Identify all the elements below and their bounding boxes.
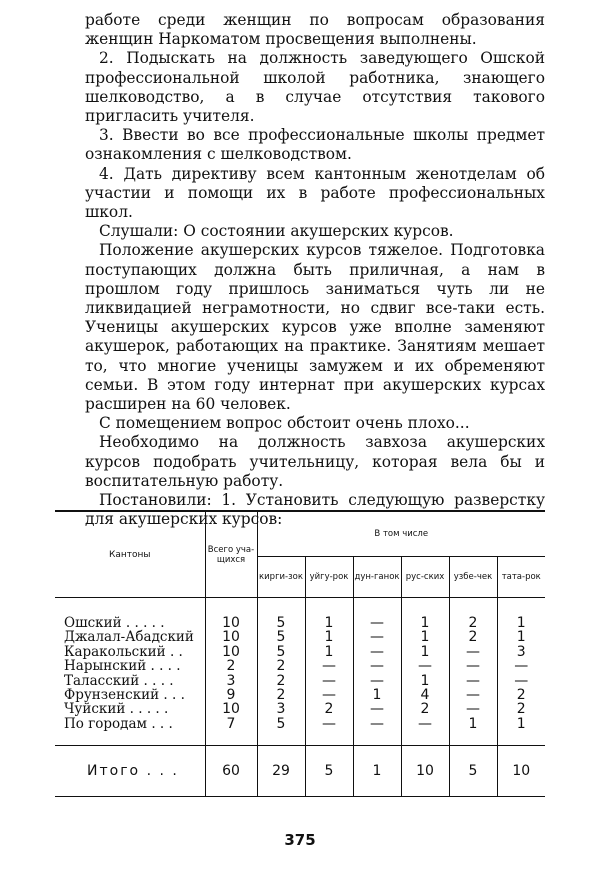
table-cell: 1	[305, 630, 353, 644]
table-cell: —	[449, 645, 497, 659]
table-cell: 1	[497, 630, 545, 644]
table-cell: 2	[257, 688, 305, 702]
table-cell: 2	[401, 702, 449, 716]
table-cell: 1	[401, 645, 449, 659]
canton-name: По городам . . .	[64, 715, 173, 732]
table-cell: 5	[257, 717, 305, 746]
table-cell: —	[353, 630, 401, 644]
total-cell: 5	[449, 746, 497, 797]
header-russian: рус-ских	[401, 557, 449, 598]
table-cell: —	[449, 674, 497, 688]
table-cell: 7	[205, 717, 257, 746]
canton-name: Ошский . . . . .	[64, 615, 165, 631]
total-cell: 60	[205, 746, 257, 797]
table-row	[55, 645, 545, 659]
paragraph-1: работе среди женщин по вопросам образования женщин Наркоматом просвещения выполнены.	[85, 11, 545, 49]
table-header-row	[55, 511, 545, 557]
canton-name: Джалал-Абадский	[64, 629, 194, 646]
table-cell: 3	[205, 674, 257, 688]
table-row	[55, 630, 545, 644]
table-cell: —	[353, 674, 401, 688]
canton-name: Таласский . . . .	[64, 672, 174, 689]
header-tatar: тата-рок	[497, 557, 545, 598]
table-cell: 10	[205, 702, 257, 716]
table-cell: —	[449, 688, 497, 702]
paragraph-6: Положение акушерских курсов тяжелое. Подготовка поступающих должна быть приличная, а нам в прошлом году пришлось заниматься чуть ли не ликвидацией неграмотности, но сдвиг все-таки есть. Ученицы акушерских курсов уже вполне заменяют акушерок, работающих на практике. Занятиям мешает то, что многие ученицы замужем и их обременяют семьи. В этом году интернат при акушерских курсах расширен на 60 человек.	[85, 241, 545, 414]
table-cell: —	[353, 702, 401, 716]
table-cell: 4	[401, 688, 449, 702]
header-uzbek: узбе-чек	[449, 557, 497, 598]
table-cell: 1	[497, 598, 545, 631]
allocation-table	[55, 510, 545, 797]
table-cell: 10	[205, 645, 257, 659]
table-cell: —	[449, 659, 497, 673]
table-body	[55, 598, 545, 746]
table-row	[55, 674, 545, 688]
table-cell: —	[497, 674, 545, 688]
table-cell: —	[305, 688, 353, 702]
table-row	[55, 659, 545, 673]
table-cell: —	[305, 717, 353, 746]
total-label: Итого . . .	[55, 746, 205, 797]
table-cell: 2	[449, 630, 497, 644]
header-cantons: Кантоны	[55, 511, 205, 598]
table-cell: —	[401, 717, 449, 746]
table-cell: 3	[497, 645, 545, 659]
table-cell: 2	[205, 659, 257, 673]
header-kirghiz: кирги-зок	[257, 557, 305, 598]
total-cell: 29	[257, 746, 305, 797]
total-cell: 1	[353, 746, 401, 797]
paragraph-2: 2. Подыскать на должность заведующего Ошской профессиональной школой работника, знающего шелководство, а в случае отсутствия такового пригласить учителя.	[85, 49, 545, 126]
table-cell: —	[353, 598, 401, 631]
paragraph-7: С помещением вопрос обстоит очень плохо...	[99, 414, 470, 433]
canton-name: Чуйский . . . . .	[64, 701, 169, 718]
table-row	[55, 717, 545, 746]
table-cell: 2	[449, 598, 497, 631]
table-cell: 2	[497, 702, 545, 716]
table-cell: —	[305, 659, 353, 673]
table-row	[55, 702, 545, 716]
table-cell: 9	[205, 688, 257, 702]
total-cell: 10	[497, 746, 545, 797]
table-row	[55, 598, 545, 631]
paragraph-4: 4. Дать директиву всем кантонным женотделам об участии и помощи их в работе профессиональных школ.	[85, 164, 545, 222]
table-cell: 5	[257, 645, 305, 659]
table-cell: 10	[205, 598, 257, 631]
table-row	[55, 688, 545, 702]
table-cell: 1	[401, 598, 449, 631]
table-cell: 1	[305, 645, 353, 659]
header-including: В том числе	[257, 511, 545, 557]
table-cell: 1	[449, 717, 497, 746]
table-cell: 5	[257, 630, 305, 644]
table-cell: 2	[257, 659, 305, 673]
header-total: Всего уча-щихся	[205, 511, 257, 598]
header-dungan: дун-ганок	[353, 557, 401, 598]
table-cell: —	[353, 645, 401, 659]
table-cell: 1	[305, 598, 353, 631]
table-cell: —	[449, 702, 497, 716]
header-uighur: уйгу-рок	[305, 557, 353, 598]
table-cell: —	[353, 659, 401, 673]
table-cell: 1	[353, 688, 401, 702]
table-cell: —	[353, 717, 401, 746]
total-cell: 5	[305, 746, 353, 797]
table-total-row	[55, 746, 545, 797]
table-cell: —	[401, 659, 449, 673]
total-cell: 10	[401, 746, 449, 797]
table-cell: 10	[205, 630, 257, 644]
paragraph-9: Постановили: 1. Установить следующую разверстку для акушерских курсов:	[85, 491, 545, 529]
body-text	[85, 11, 545, 529]
paragraph-5: Слушали: О состоянии акушерских курсов.	[99, 222, 454, 241]
table-cell: 2	[257, 674, 305, 688]
table-cell: 1	[401, 674, 449, 688]
table-cell: —	[305, 674, 353, 688]
paragraph-3: 3. Ввести во все профессиональные школы предмет ознакомления с шелководством.	[85, 126, 545, 164]
table-cell: 2	[497, 688, 545, 702]
table-cell: 1	[497, 717, 545, 746]
table-cell: —	[497, 659, 545, 673]
paragraph-8: Необходимо на должность завхоза акушерских курсов подобрать учительницу, которая вела бы и воспитательную работу.	[85, 433, 545, 490]
table-cell: 5	[257, 598, 305, 631]
canton-name: Фрунзенский . . .	[64, 687, 185, 704]
canton-name: Каракольский . .	[64, 643, 183, 660]
table-cell: 2	[305, 702, 353, 716]
table-cell: 3	[257, 702, 305, 716]
table-cell: 1	[401, 630, 449, 644]
page-number: 375	[284, 831, 316, 849]
canton-name: Нарынский . . . .	[64, 658, 181, 675]
